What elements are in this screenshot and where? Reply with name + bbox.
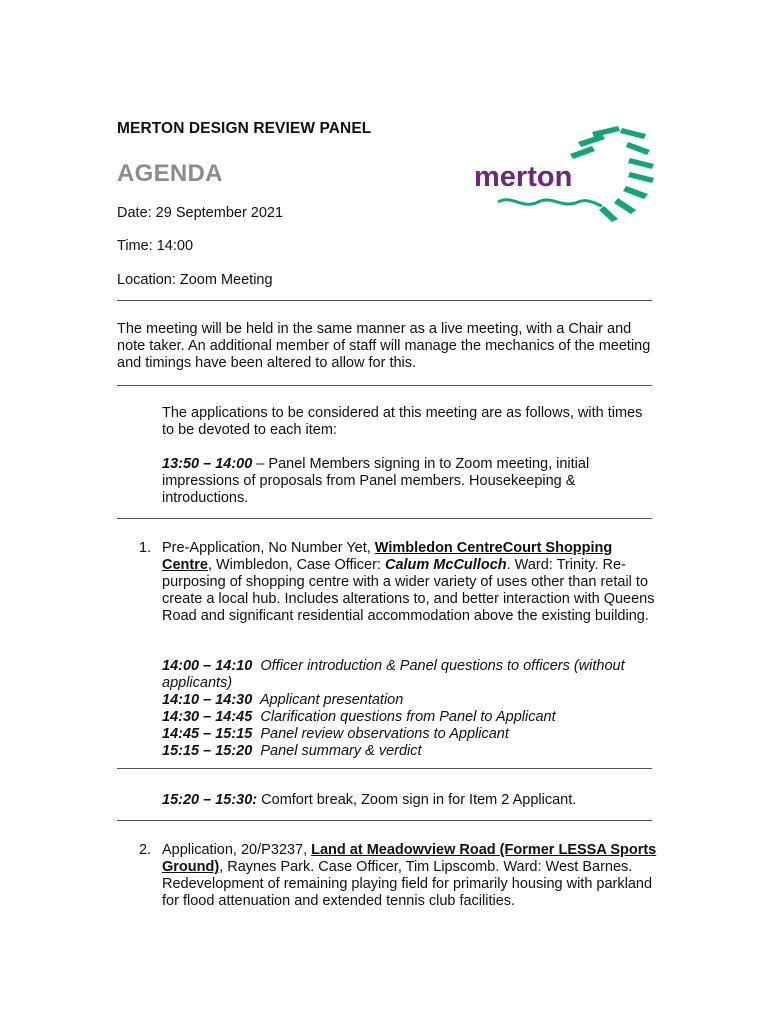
divider: [117, 518, 652, 519]
logo-wave-icon: [498, 200, 602, 206]
divider: [117, 385, 652, 386]
item-1-description: [162, 540, 657, 625]
intro-text: The meeting will be held in the same manner as a live meeting, with a Chair and note taker. An additional member of staff will manage the mechanics of the meeting and timings have been altered to allow for this.: [117, 321, 651, 371]
divider: [117, 820, 652, 821]
comfort-break: [162, 792, 657, 809]
applications-intro: The applications to be considered at this meeting are as follows, with times to be devoted to each item:: [162, 405, 643, 438]
item-1-site: Wimbledon CentreCourt Shopping Centre: [162, 540, 613, 573]
item-1-officer: Calum McCulloch: [384, 557, 507, 573]
schedule-row: 14:00 – 14:10 Officer introduction & Panel questions to officers (without applicants): [162, 658, 625, 691]
meeting-time: Time: 14:00: [117, 238, 194, 254]
divider: [117, 768, 652, 769]
item-2-number: 2.: [139, 842, 152, 858]
opening-session: [162, 456, 657, 507]
schedule-row: 14:10 – 14:30 Applicant presentation: [162, 692, 404, 708]
schedule-row: 14:30 – 14:45 Clarification questions from Panel to Applicant: [162, 709, 556, 725]
logo-arc-icon: [570, 126, 654, 222]
item-2-site: Land at Meadowview Road (Former LESSA Sports Ground): [162, 842, 657, 875]
meeting-date: Date: 29 September 2021: [117, 205, 284, 221]
item-1-number: 1.: [139, 540, 152, 556]
opening-time: 13:50 – 14:00: [162, 456, 253, 472]
schedule-row: 14:45 – 15:15 Panel review observations to Applicant: [162, 726, 509, 742]
schedule-row: 15:15 – 15:20 Panel summary & verdict: [162, 743, 422, 759]
merton-logo: [470, 118, 665, 228]
item-2-description: [162, 842, 657, 910]
break-time: 15:20 – 15:30:: [162, 792, 258, 808]
item-2-suffix: , Raynes Park. Case Officer, Tim Lipscomb. Ward: West Barnes. Redevelopment of remaining playing field for primarily housing with parkland for flood attenuation and extended tennis club facilities.: [162, 859, 653, 909]
item-1-suffix: . Ward: Trinity. Re-purposing of shopping centre with a wider variety of uses other than retail to create a local hub. Includes alterations to, and better interaction with Queens Road and significant residential accommodation above the existing building.: [162, 557, 655, 624]
logo-wordmark: merton: [474, 161, 573, 193]
item-2-prefix: Application, 20/P3237,: [162, 842, 312, 858]
panel-title: MERTON DESIGN REVIEW PANEL: [117, 120, 372, 137]
item-1-schedule: [162, 658, 657, 760]
item-1-mid: , Wimbledon, Case Officer:: [207, 557, 385, 573]
agenda-heading: AGENDA: [117, 160, 223, 187]
meeting-location: Location: Zoom Meeting: [117, 272, 273, 288]
divider: [117, 300, 652, 301]
opening-text: – Panel Members signing in to Zoom meeting, initial impressions of proposals from Panel members. Housekeeping & introductions.: [162, 456, 590, 506]
break-text: Comfort break, Zoom sign in for Item 2 Applicant.: [257, 792, 577, 808]
item-1-prefix: Pre-Application, No Number Yet,: [162, 540, 375, 556]
